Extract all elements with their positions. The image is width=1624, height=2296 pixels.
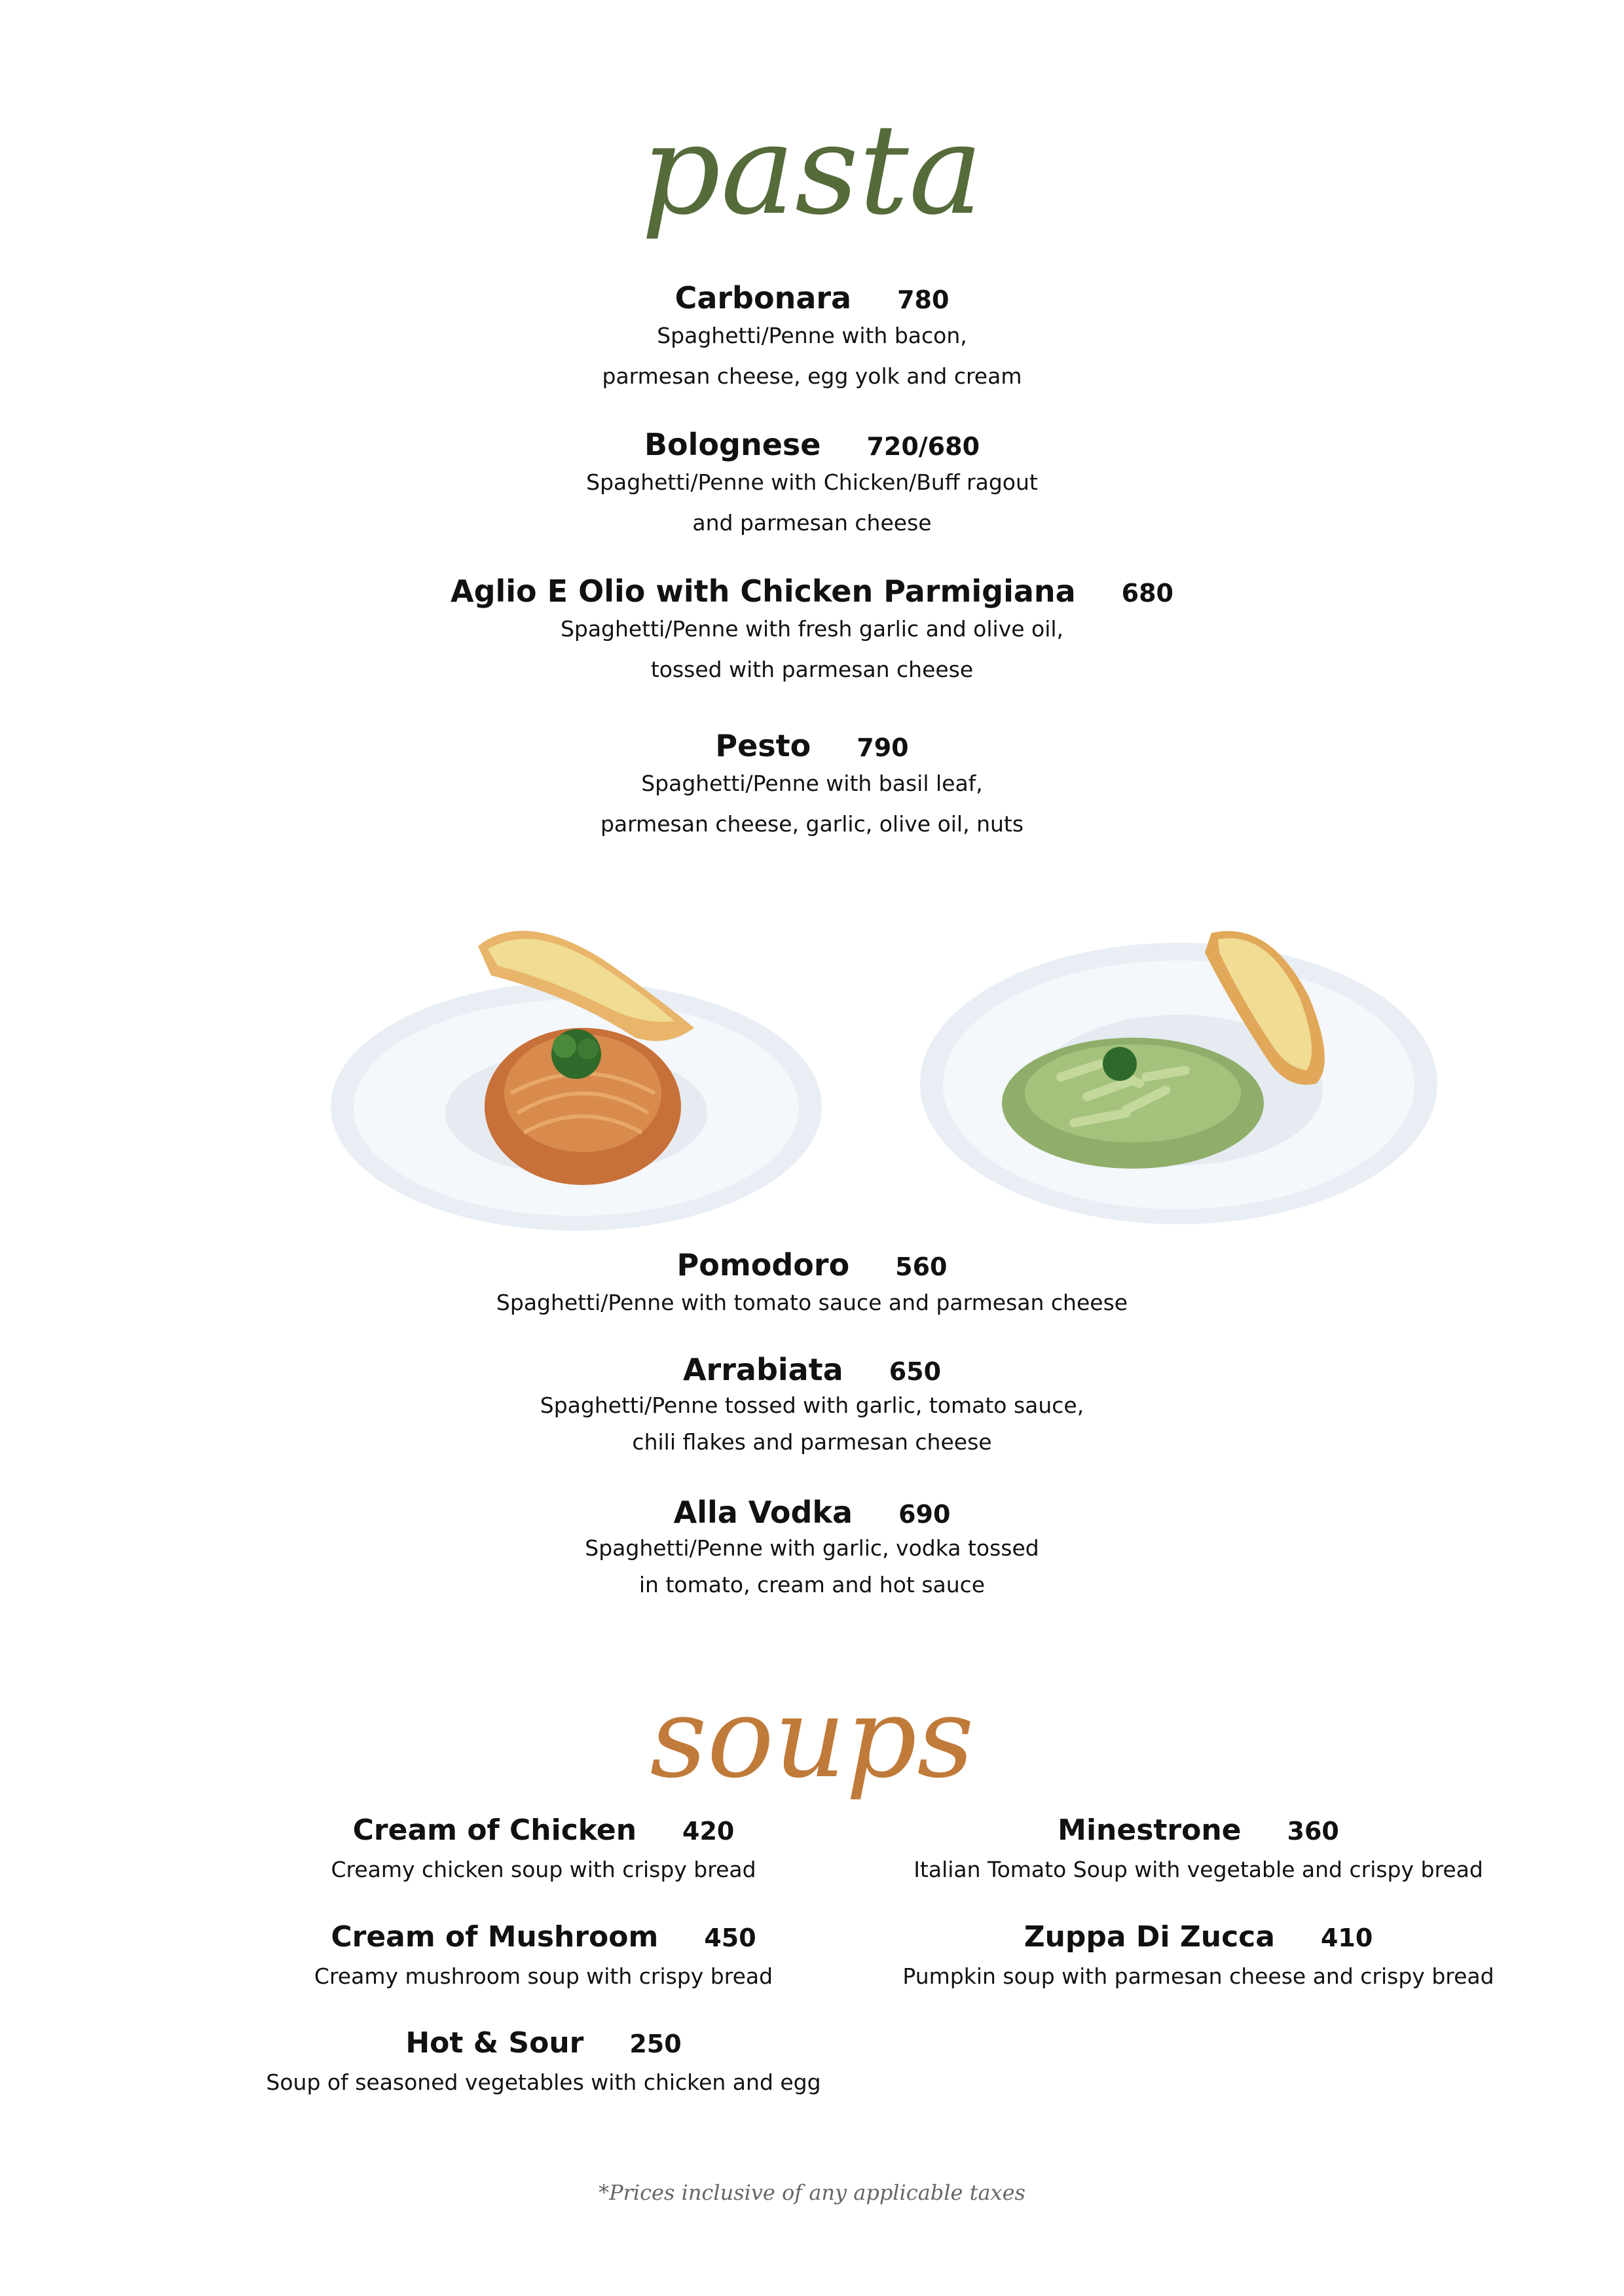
item-price: 650 <box>889 1357 942 1386</box>
item-price: 560 <box>895 1252 948 1281</box>
item-name: Arrabiata <box>682 1352 843 1387</box>
item-name: Pesto <box>715 728 811 763</box>
menu-item-cream-of-chicken <box>216 1813 871 1893</box>
menu-item-pomodoro <box>0 1247 1624 1323</box>
item-price: 250 <box>629 2030 682 2058</box>
menu-item-alla-vodka <box>0 1495 1624 1603</box>
item-name: Aglio E Olio with Chicken Parmigiana <box>450 574 1076 609</box>
menu-item-minestrone <box>871 1813 1526 1893</box>
menu-item-arrabiata <box>0 1352 1624 1461</box>
item-price: 410 <box>1320 1923 1373 1952</box>
item-description: Creamy mushroom soup with crispy bread <box>314 1963 773 1989</box>
spaghetti-bolognese-plate-image <box>327 897 851 1237</box>
item-description: parmesan cheese, garlic, olive oil, nuts <box>600 811 1024 837</box>
penne-pesto-plate-image <box>917 913 1441 1234</box>
item-description: parmesan cheese, egg yolk and cream <box>602 363 1022 389</box>
item-description: Spaghetti/Penne with fresh garlic and olive oil, <box>560 616 1064 642</box>
menu-item-hot-and-sour <box>216 2026 871 2105</box>
item-description: Spaghetti/Penne with basil leaf, <box>641 771 983 796</box>
pasta-section-title: pasta <box>640 98 984 242</box>
price-footnote: *Prices inclusive of any applicable taxes <box>599 2180 1025 2205</box>
item-description: in tomato, cream and hot sauce <box>638 1572 986 1597</box>
menu-item-cream-of-mushroom <box>216 1920 871 1999</box>
item-description: tossed with parmesan cheese <box>650 657 974 682</box>
item-description: Creamy chicken soup with crispy bread <box>331 1857 756 1882</box>
item-name: Alla Vodka <box>673 1495 853 1530</box>
item-name: Cream of Chicken <box>352 1813 637 1847</box>
item-description: Spaghetti/Penne with garlic, vodka tossed <box>585 1535 1039 1561</box>
item-price: 450 <box>704 1923 756 1952</box>
item-description: Spaghetti/Penne with Chicken/Buff ragout <box>586 469 1038 495</box>
item-price: 780 <box>897 285 950 314</box>
item-description: Soup of seasoned vegetables with chicken and egg <box>266 2069 821 2095</box>
item-description: chili flakes and parmesan cheese <box>632 1429 992 1455</box>
item-price: 720/680 <box>866 432 980 461</box>
menu-item-zuppa-di-zucca <box>871 1920 1526 1999</box>
item-price: 420 <box>682 1817 735 1846</box>
item-name: Minestrone <box>1058 1813 1242 1847</box>
item-description: and parmesan cheese <box>692 510 932 536</box>
menu-item-carbonara <box>0 280 1624 397</box>
item-description: Spaghetti/Penne with bacon, <box>657 323 967 348</box>
item-name: Zuppa Di Zucca <box>1024 1920 1275 1954</box>
item-description: Spaghetti/Penne tossed with garlic, tomato sauce, <box>540 1393 1084 1418</box>
soups-section-title: soups <box>650 1673 974 1803</box>
item-name: Bolognese <box>644 427 821 462</box>
menu-item-pesto <box>0 728 1624 845</box>
item-description: Pumpkin soup with parmesan cheese and crispy bread <box>902 1963 1494 1989</box>
item-description: Spaghetti/Penne with tomato sauce and parmesan cheese <box>496 1290 1128 1315</box>
item-description: Italian Tomato Soup with vegetable and crispy bread <box>913 1857 1483 1882</box>
menu-item-aglio-e-olio <box>0 574 1624 690</box>
item-price: 690 <box>898 1500 951 1529</box>
item-price: 360 <box>1287 1817 1339 1846</box>
item-name: Pomodoro <box>676 1247 850 1283</box>
item-name: Carbonara <box>674 280 852 316</box>
item-price: 680 <box>1121 579 1173 608</box>
item-price: 790 <box>857 733 909 762</box>
item-name: Hot & Sour <box>405 2026 584 2060</box>
menu-item-bolognese <box>0 427 1624 543</box>
item-name: Cream of Mushroom <box>331 1920 659 1954</box>
